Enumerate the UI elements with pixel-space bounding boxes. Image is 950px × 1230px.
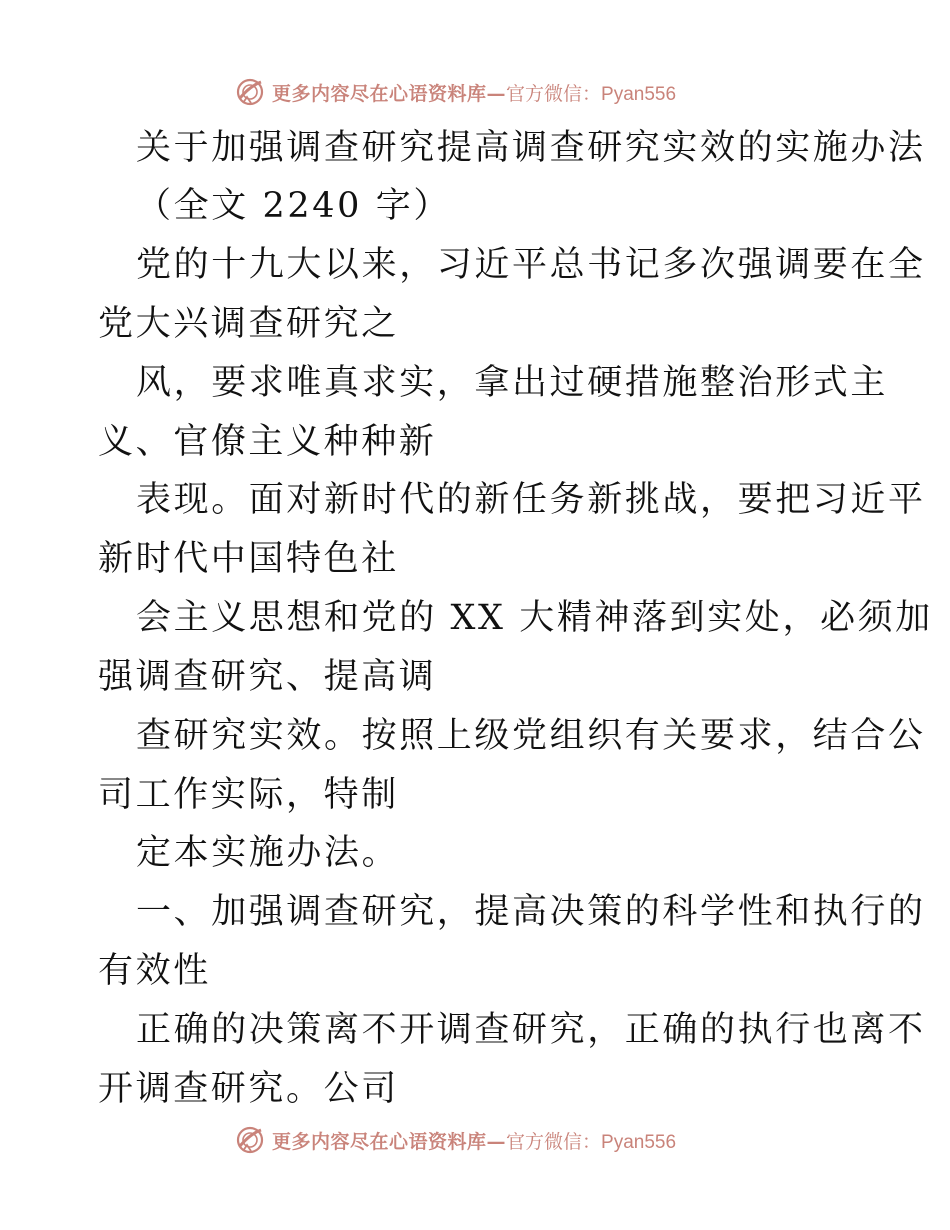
document-subtitle: （全文 2240 字） [136,186,451,226]
watermark-contact-text: 官方微信：Pyan556 [506,83,677,105]
paragraph-line: 定本实施办法。 [136,833,400,873]
section-heading-continued: 有效性 [98,951,211,991]
section-heading: 一、加强调查研究，提高决策的科学性和执行的 [136,892,926,932]
paragraph-line: 党大兴调查研究之 [98,304,399,344]
paragraph-line: 表现。面对新时代的新任务新挑战，要把习近平 [136,480,926,520]
paragraph-line: 正确的决策离不开调查研究，正确的执行也离不 [136,1010,926,1050]
watermark-main-text: 更多内容尽在心语资料库— [272,82,507,105]
ribbon-seal-icon [234,76,266,108]
document-title: 关于加强调查研究提高调查研究实效的实施办法 [136,128,926,168]
watermark-main-text: 更多内容尽在心语资料库— [272,1130,507,1153]
ribbon-seal-icon [234,1124,266,1156]
paragraph-line: 查研究实效。按照上级党组织有关要求，结合公 [136,716,926,756]
footer-watermark [234,1120,676,1160]
watermark-contact-text: 官方微信：Pyan556 [506,1131,677,1153]
paragraph-line: 新时代中国特色社 [98,539,399,579]
paragraph-line: 风，要求唯真求实，拿出过硬措施整治形式主 [136,363,889,403]
paragraph-line: 强调查研究、提高调 [98,657,437,697]
paragraph-line: 司工作实际，特制 [98,775,399,815]
paragraph-line: 义、官僚主义种种新 [98,422,437,462]
paragraph-line: 会主义思想和党的 XX 大精神落到实处，必须加 [136,598,933,638]
header-watermark [234,72,676,112]
paragraph-line: 开调查研究。公司 [98,1069,399,1109]
paragraph-line: 党的十九大以来，习近平总书记多次强调要在全 [136,245,926,285]
